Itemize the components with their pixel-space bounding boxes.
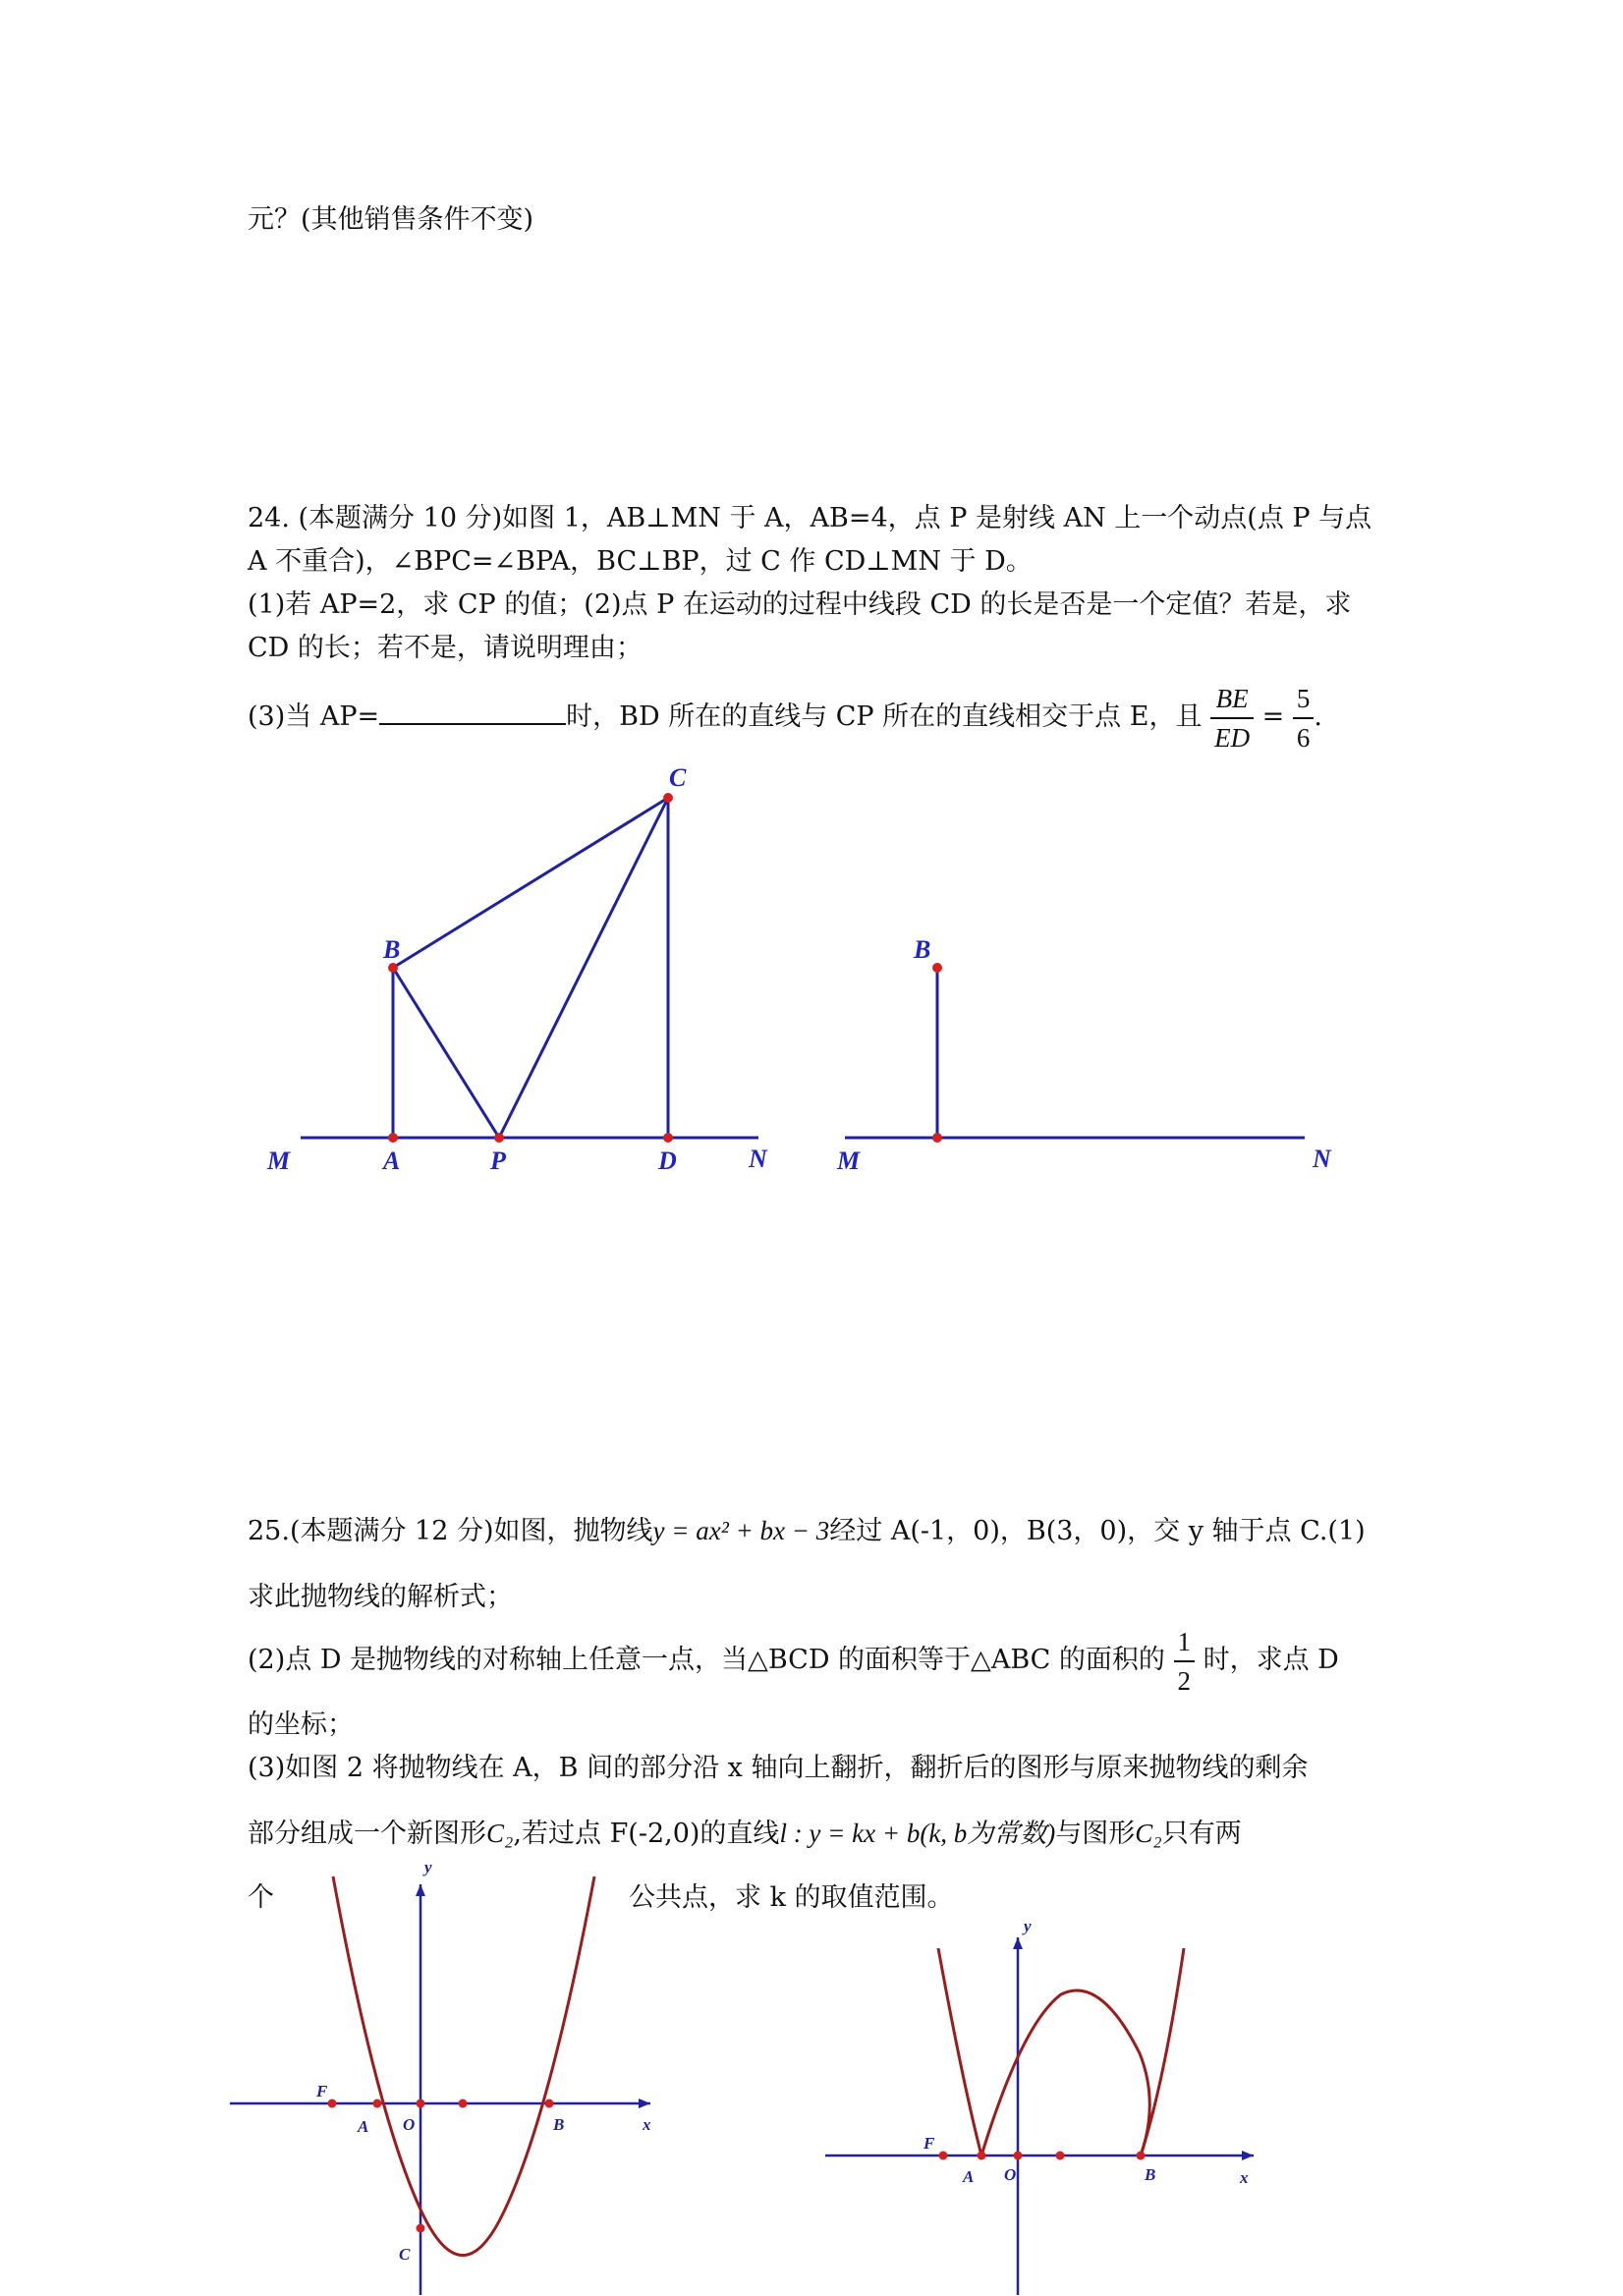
label-b-q25-2: B: [1145, 2165, 1156, 2184]
fraction-1: 1: [1174, 1623, 1196, 1662]
fraction-one-half: [1174, 1623, 1196, 1700]
q24-line-2: A 不重合)，∠BPC=∠BPA，BC⊥BP，过 C 作 CD⊥MN 于 D。: [248, 546, 1033, 577]
parabola-2-flipped: [981, 1990, 1149, 2156]
q25-line-2: 求此抛物线的解析式；: [248, 1582, 513, 1612]
q25-line-7b: 公共点，求 k 的取值范围。: [629, 1882, 954, 1913]
period: .: [1314, 701, 1322, 732]
q25-line-5: (3)如图 2 将抛物线在 A，B 间的部分沿 x 轴向上翻折，翻折后的图形与原来抛物线的剩余: [248, 1753, 1309, 1783]
q25-figure-1: [230, 1858, 651, 2295]
point-a: [388, 1133, 398, 1143]
q25-figure-2: [825, 1917, 1254, 2295]
label-y-1: y: [424, 1858, 432, 1876]
point-vertex-x-1: [459, 2100, 468, 2108]
point-f-1: [328, 2100, 337, 2108]
q25-part3-c: 与图形: [1055, 1819, 1136, 1849]
label-x-2: x: [1240, 2168, 1249, 2187]
point-vertex-x-2: [1056, 2152, 1065, 2160]
label-f-1: F: [316, 2082, 328, 2100]
label-o-1: O: [403, 2115, 416, 2134]
q25-line-1: [248, 1513, 1366, 1549]
label-b: B: [383, 935, 401, 964]
q25-part3-b: ,若过点 F(-2,0)的直线: [513, 1819, 780, 1849]
label-d: D: [658, 1147, 677, 1175]
point-p: [494, 1133, 504, 1143]
label-m: M: [267, 1147, 291, 1175]
point-o-2: [1014, 2152, 1023, 2160]
point-b-q25-2: [1137, 2152, 1146, 2160]
point-f-2: [939, 2152, 948, 2160]
parabola-formula: y = ax² + bx − 3: [652, 1516, 830, 1545]
q25-part2-text: (2)点 D 是抛物线的对称轴上任意一点，当△BCD 的面积等于△ABC 的面积的: [248, 1645, 1165, 1675]
q24-line-4: CD 的长；若不是，请说明理由；: [248, 633, 643, 663]
label-n: N: [749, 1145, 767, 1173]
label-b-q25-1: B: [553, 2115, 565, 2134]
label-n-2: N: [1313, 1145, 1331, 1173]
fraction-2: 2: [1177, 1665, 1191, 1696]
label-a: A: [383, 1147, 401, 1175]
point-a-q25-1: [373, 2100, 382, 2108]
y-axis-arrow-2: [1013, 1937, 1023, 1949]
point-c-q25-1: [417, 2224, 425, 2233]
fraction-ed: ED: [1214, 722, 1251, 753]
fraction-6: 6: [1296, 722, 1311, 753]
figure-c2-second: C₂: [1135, 1819, 1162, 1848]
label-a-q25-2: A: [963, 2167, 975, 2186]
point-a-q25-2: [978, 2152, 986, 2160]
q25-intro-rest: 经过 A(-1，0)，B(3，0)，交 y 轴于点 C.(1): [829, 1516, 1366, 1546]
point-c: [663, 793, 673, 803]
fraction-5: 5: [1293, 680, 1315, 719]
q25-part3-d: 只有两: [1161, 1819, 1242, 1849]
label-o-2: O: [1004, 2165, 1017, 2184]
point-a-2: [932, 1133, 942, 1143]
q24-part3-prefix: (3)当 AP=: [248, 701, 380, 732]
parabola-1: [333, 1876, 594, 2256]
point-d: [663, 1133, 673, 1143]
q25-intro: 25.(本题满分 12 分)如图，抛物线: [248, 1516, 653, 1546]
label-c: C: [669, 763, 687, 792]
x-axis-arrow-2: [1242, 2151, 1254, 2160]
line-equation: l : y = kx + b(k, b为常数): [779, 1819, 1056, 1848]
top-fragment: 元？(其他销售条件不变): [248, 204, 534, 235]
q25-line-3: [248, 1621, 1339, 1700]
q24-line-1: 24. (本题满分 10 分)如图 1，AB⊥MN 于 A，AB=4，点 P 是射线 AN 上一个动点(点 P 与点: [248, 503, 1372, 533]
label-p: P: [490, 1147, 506, 1175]
fraction-be: BE: [1210, 680, 1254, 719]
y-axis-arrow-1: [416, 1884, 425, 1896]
segment-bp: [393, 968, 499, 1138]
point-b: [388, 963, 398, 973]
equals-sign: =: [1261, 701, 1285, 732]
label-c-q25-1: C: [399, 2245, 411, 2264]
q25-line-4: 的坐标；: [248, 1709, 354, 1740]
label-b-2: B: [914, 935, 931, 964]
parabola-2-left: [938, 1948, 981, 2156]
q25-line-7a: 个: [248, 1882, 274, 1913]
x-axis-arrow-1: [639, 2099, 650, 2108]
point-o-1: [417, 2100, 425, 2108]
point-b-2: [932, 963, 942, 973]
q24-line-3: (1)若 AP=2，求 CP 的值；(2)点 P 在运动的过程中线段 CD 的长是否是一个定值？若是，求: [248, 589, 1352, 620]
q24-figure-2: [836, 935, 1332, 1175]
q24-part3-text: 时，BD 所在的直线与 CP 所在的直线相交于点 E，且: [566, 701, 1203, 732]
q25-part2-tail: 时，求点 D: [1203, 1645, 1339, 1675]
label-a-q25-1: A: [358, 2117, 369, 2136]
label-y-2: y: [1024, 1917, 1032, 1935]
q25-part3-a: 部分组成一个新图形: [248, 1819, 486, 1849]
q25-line-6: [248, 1816, 1242, 1852]
label-x-1: x: [643, 2115, 651, 2134]
label-f-2: F: [923, 2134, 935, 2153]
label-m-2: M: [837, 1147, 861, 1175]
figure-c2: C₂: [486, 1819, 514, 1848]
point-b-q25-1: [545, 2100, 554, 2108]
